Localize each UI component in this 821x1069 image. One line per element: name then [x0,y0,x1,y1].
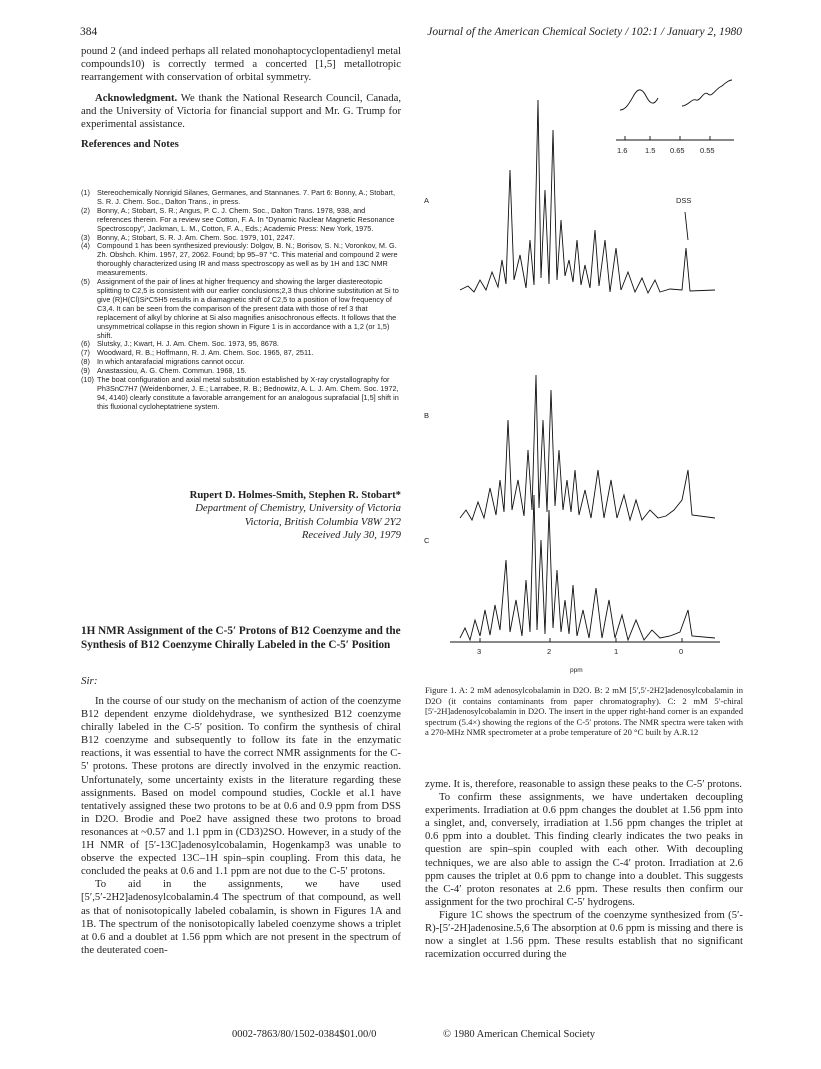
author-block [81,489,401,543]
body-paragraph-2: To aid in the assignments, we have used [5′,5′-2H2]adenosylcobalamin.4 The spectrum of that compound, as well as that of nonisotopically labeled cobalamin, is shown in Figures 1A and 1B. The spectrum of the nonisotopically labeled coenzyme shows a triplet at 0.6 and a doublet at 1.56 ppm which are not present in the spectrum of the deuterated coen- [81,878,401,956]
reference-text: In which antarafacial migrations cannot occur. [97,357,245,367]
footer-code: 0002-7863/80/1502-0384$01.00/0 [232,1029,377,1040]
axis-tick-2: 2 [547,647,552,656]
reference-number: (9) [81,366,90,376]
reference-number: (1) [81,188,90,197]
intro-paragraph: pound 2 (and indeed perhaps all related monohaptocyclopentadienyl metal compounds10) is correctly termed a concerted [1,5] metallotropic rearrangement with conservation of orbital symmetry. [81,45,401,84]
reference-text: The boat configuration and axial metal substitution established by X-ray crystallography for Ph3SnC7H7 (Weidenborner, J. E.; Larrabee, R. B.; Bednowitz, A. L. J. Am. Chem. Soc. 1972, 94, 4140) clearly constitute a favorable arrangement for an analogous suprafacial [1,5] shift in this fluxional cycloheptatriene system. [97,375,399,411]
dss-label: DSS [676,196,692,205]
inset-trace-left [620,90,658,110]
trace-label-c: C [424,536,430,545]
trace-label-b: B [424,411,430,420]
right-paragraph-1: zyme. It is, therefore, reasonable to assign these peaks to the C-5′ protons. [425,778,742,790]
author-department: Department of Chemistry, University of Victoria [195,502,401,515]
inset-tick-3: 0.65 [670,146,685,155]
body-paragraph-1: In the course of our study on the mechanism of action of the coenzyme B12 dependent enzyme dioldehydrase, we synthesized B12 coenzyme chirally labeled in the C-5′ position. To confirm the synthesis of chiral B12 coenzyme and subsequently to follow its fate in the enzymatic reactions, it was essential to have the correct NMR assignments for the C-5′ protons. These protons are directly involved in the enzymic reaction. Unfortunately, some uncertainty exists in the literature regarding these assignments. Based on model compound studies, Cockle et al.1 have tentatively assigned these two protons to be at 0.6 and 0.9 ppm from DSS in D2O. Brodie and Poe2 have assigned these two protons to broad resonances at ~0.57 and 1.1 ppm in (CD3)2SO. However, in a study of the 1H NMR of [5′-13C]adenosylcobalamin, Hogenkamp3 was unable to observe the expected 13C–1H spin–spin coupling. From this data, he concluded the peaks at 0.6 and 1.1 ppm are not due to the C-5′ protons. [81,695,401,878]
reference-text: Compound 1 has been synthesized previously: Dolgov, B. N.; Borisov, S. N.; Voronkov, M. G. Zh. Obshch. Khim. 1957, 27, 2062. Found; bp 95–97 °C. This material and compound 2 were thoroughly characterized using IR and mass spectroscopy as well as by 1H and 13C NMR measurements. [97,241,398,278]
reference-number: (3) [81,232,90,242]
axis-tick-1: 1 [614,647,619,656]
reference-number: (10) [81,375,94,385]
reference-item [81,207,401,234]
author-address: Victoria, British Columbia V8W 2Y2 [244,515,401,528]
reference-text: Anastassiou, A. G. Chem. Commun. 1968, 15. [97,366,247,376]
article-title: 1H NMR Assignment of the C-5′ Protons of B12 Coenzyme and the Synthesis of B12 Coenzyme Chirally Labeled in the C-5′ Position [81,625,401,651]
reference-number: (4) [81,241,90,251]
spectrum-trace-c [460,495,715,640]
figure-caption: Figure 1. A: 2 mM adenosylcobalamin in D2O. B: 2 mM [5′,5′-2H2]adenosylcobalamin in D2O (it contains contaminants from paper chromatography). C: 2 mM 5′-chiral [5′-2H]adenosylcobalamin in D2O. The insert in the upper right-hand corner is an expanded spectrum (5.4×) showing the regions of the C-5′ protons. The NMR spectra were taken with a 270-MHz NMR spectrometer at a probe temperature of 20 °C built by A.R.12 [425,685,743,738]
axis-tick-3: 3 [477,647,482,656]
article-body-right [425,778,743,961]
reference-number: (6) [81,339,90,349]
trace-label-a: A [424,196,430,205]
intro-block [81,45,401,151]
author-names: Rupert D. Holmes-Smith, Stephen R. Stobart* [189,489,401,501]
right-paragraph-3: Figure 1C shows the spectrum of the coenzyme synthesized from (5′-R)-[5′-2H]adenosine.5,6 The absorption at 0.6 ppm is missing and there is now a singlet at 1.56 ppm. These results establish that no significant racemization occurred during the [425,908,743,961]
ack-heading: Acknowledgment. [95,92,178,105]
acknowledgment [81,92,401,131]
inset-tick-4: 0.55 [700,146,715,155]
nmr-spectra-figure [420,40,750,680]
ack-text: We thank the National Research Council, Canada, and the University of Victoria for financial support and Mr. G. Trump for experimental assistance. [81,92,401,131]
reference-number: (7) [81,348,90,358]
inset-trace-right [682,80,732,106]
references-heading: References and Notes [81,137,179,150]
reference-text: Bonny, A.; Stobart, S. R. J. Am. Chem. Soc. 1979, 101, 2247. [97,232,295,242]
received-date: Received July 30, 1979 [301,529,401,542]
footer-copyright: © 1980 American Chemical Society [443,1029,596,1040]
axis-tick-0: 0 [679,647,684,656]
reference-item [81,242,401,278]
article-body-left [81,695,401,957]
reference-number: (8) [81,357,90,367]
dss-marker [685,212,688,240]
references-list [81,189,401,412]
reference-text: Stereochemically Nonrigid Silanes, Germanes, and Stannanes. 7. Part 6: Bonny, A.; Stobart, S. R. J. Chem. Soc., Dalton Trans., in press. [97,188,395,206]
reference-item [81,278,401,340]
inset-tick-2: 1.5 [645,146,656,155]
salutation: Sir: [81,675,98,687]
reference-text: Assignment of the pair of lines at higher frequency and showing the larger diastereotopic splitting to C2,5 is consistent with our earlier conclusions;2,3 thus chlorine substitution at Si to give (R)H(Cl)Si*C5H5 results in a diamagnetic shift of C2,5 to a position of low frequency of C3,4. It can be seen from the comparison of the present data with those of ref 3 that replacement of alkyl by chlorine at Si also magnifies anisochronous effects. It follows that the unsymmetrical collapse in this region shown in Figure 1 is in accordance with a 1,2 (or 1,5) shift. [97,277,399,340]
inset-axis [616,136,734,140]
reference-item [81,189,401,207]
reference-item [81,376,401,412]
inset-tick-1: 1.6 [617,146,628,155]
axis-unit: ppm [570,667,583,674]
reference-text: Woodward, R. B.; Hoffmann, R. J. Am. Chem. Soc. 1965, 87, 2511. [97,348,314,358]
right-paragraph-2: To confirm these assignments, we have undertaken decoupling experiments. Irradiation at 0.6 ppm changes the doublet at 1.56 ppm into a singlet, and, conversely, irradiation at 1.56 ppm changes the triplet at 0.6 ppm into a doublet. This finding clearly indicates the two peaks in question are spin–spin coupled with each other. With decoupling techniques, we are also able to assign the C-4′ proton. Irradiation at 2.6 ppm causes the triplet at 0.6 ppm to change into a doublet. This suggests the C-4′ proton resonates at 2.6 ppm. These results then confirm our assignment for the two prochiral C-5′ hydrogens. [425,791,743,908]
page-number: 384 [80,26,98,38]
reference-text: Bonny, A.; Stobart, S. R.; Angus, P. C. J. Chem. Soc., Dalton Trans. 1978, 938, and references therein. For a review see Cotton, F. A. In "Dynamic Nuclear Magnetic Resonance Spectroscopy", Jackman, L. M., Cotton, F. A., Eds.; Academic Press: New York, 1975. [97,205,395,233]
reference-number: (2) [81,205,90,215]
reference-number: (5) [81,277,90,287]
reference-text: Slutsky, J.; Kwart, H. J. Am. Chem. Soc. 1973, 95, 8678. [97,339,279,349]
ppm-axis [450,638,720,642]
spectrum-trace-b [460,375,715,520]
running-header: Journal of the American Chemical Society / 102:1 / January 2, 1980 [427,26,742,38]
